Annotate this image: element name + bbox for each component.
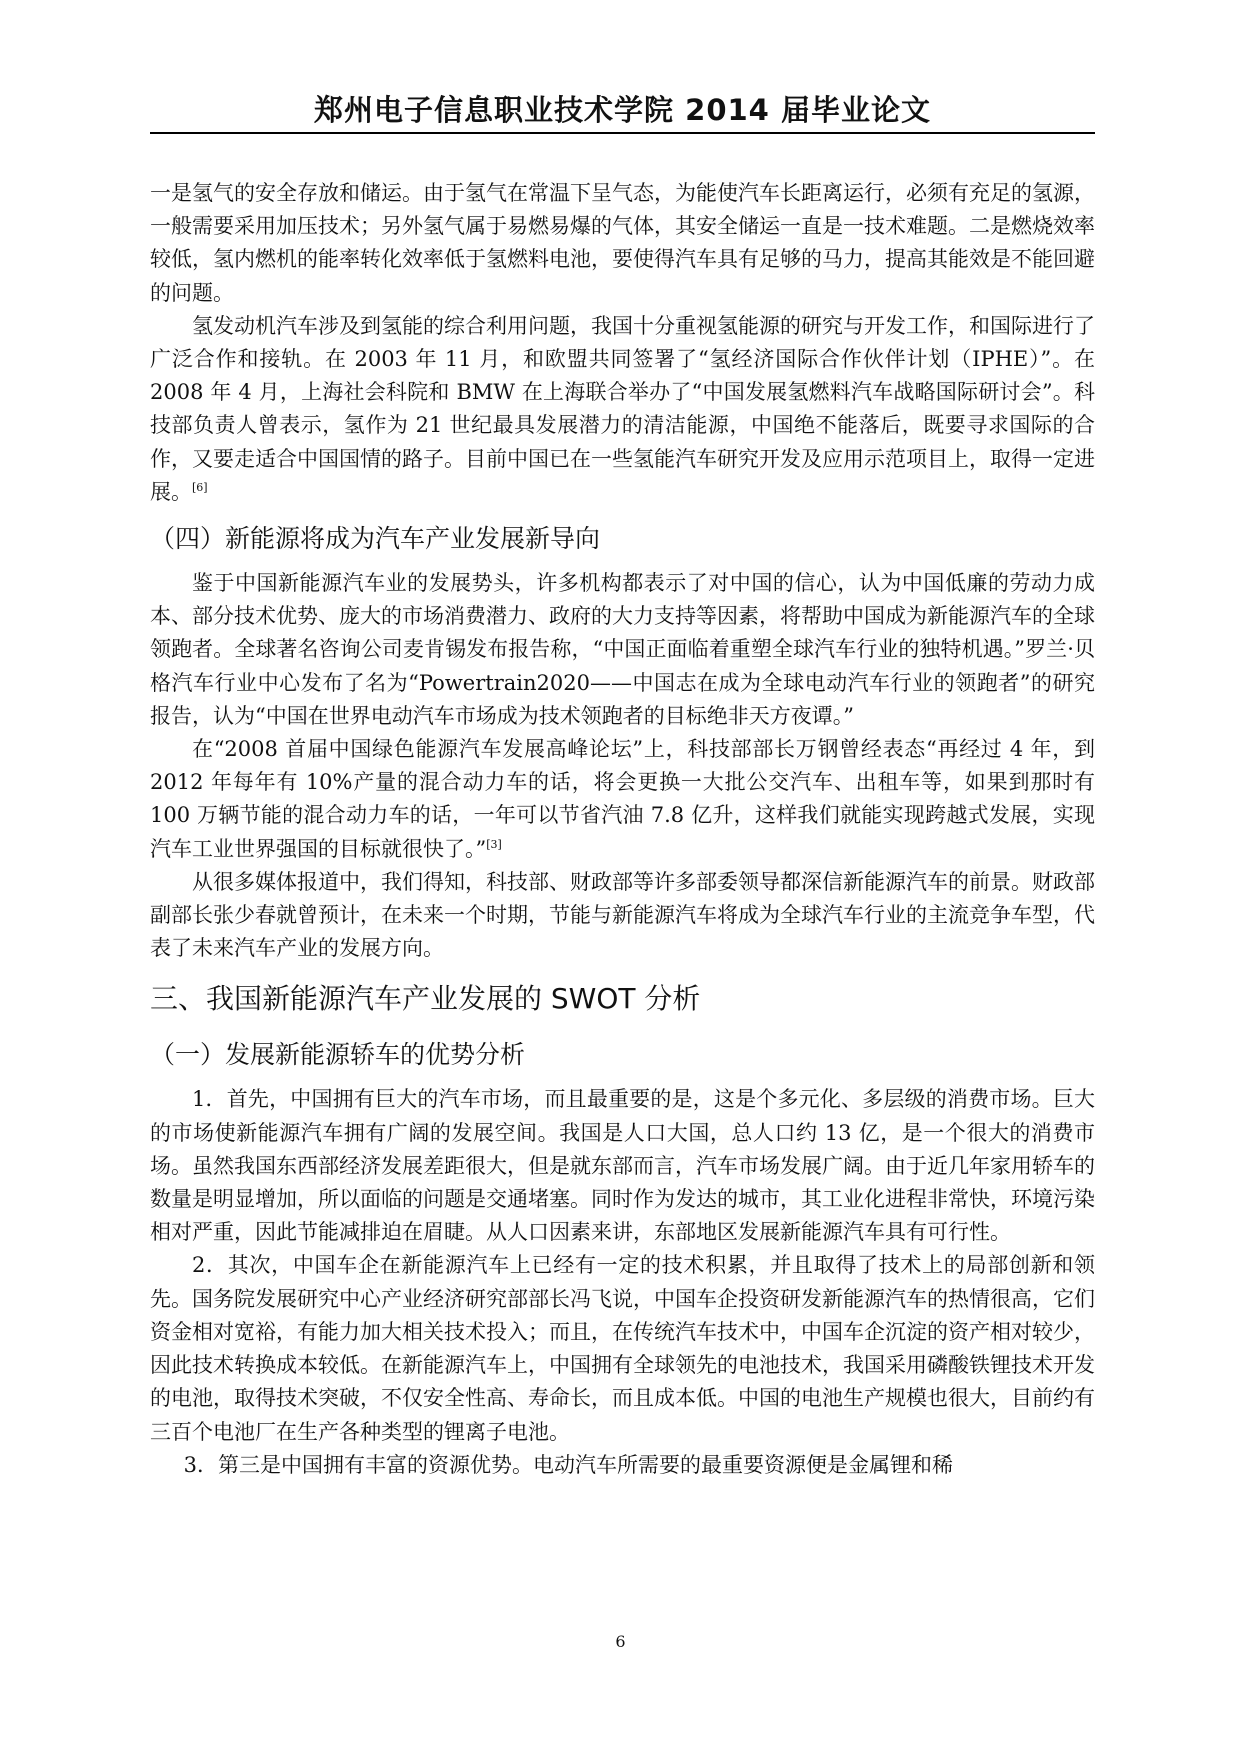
paragraph-text: 3．第三是中国拥有丰富的资源优势。电动汽车所需要的最重要资源便是金属锂和稀: [183, 1452, 953, 1477]
subsection-heading-1: （一）发展新能源轿车的优势分析: [150, 1040, 526, 1070]
page-number: 6: [615, 1632, 626, 1651]
section-heading-3: 三、我国新能源汽车产业发展的 SWOT 分析: [150, 982, 701, 1016]
paragraph-advantage-3: [150, 1449, 1095, 1482]
subsection-heading-4: （四）新能源将成为汽车产业发展新导向: [150, 524, 601, 554]
paragraph-text: 1．首先，中国拥有巨大的汽车市场，而且最重要的是，这是个多元化、多层级的消费市场。巨大的市场使新能源汽车拥有广阔的发展空间。我国是人口大国，总人口约 13 亿，是一个很大的消费市场。虽然我国东西部经济发展差距很大，但是就东部而言，汽车市场发展广阔。由于近几年家用轿车的数量是明显增加，所以面临的问题是交通堵塞。同时作为发达的城市，其工业化进程非常快，环境污染相对严重，因此节能减排迫在眉睫。从人口因素来讲，东部地区发展新能源汽车具有可行性。: [150, 1087, 1095, 1245]
citation: [6]: [192, 480, 208, 494]
header-rule: [150, 132, 1095, 134]
paragraph-text: 2．其次，中国车企在新能源汽车上已经有一定的技术积累，并且取得了技术上的局部创新和领先。国务院发展研究中心产业经济研究部部长冯飞说，中国车企投资研发新能源汽车的热情很高，它们资金相对宽裕，有能力加大相关技术投入；而且，在传统汽车技术中，中国车企沉淀的资产相对较少，因此技术转换成本较低。在新能源汽车上，中国拥有全球领先的电池技术，我国采用磷酸铁锂技术开发的电池，取得技术突破，不仅安全性高、寿命长，而且成本低。中国的电池生产规模也很大，目前约有三百个电池厂在生产各种类型的锂离子电池。: [150, 1253, 1095, 1444]
paragraph-text: 在“2008 首届中国绿色能源汽车发展高峰论坛”上，科技部部长万钢曾经表态“再经过 4 年，到 2012 年每年有 10%产量的混合动力车的话，将会更换一大批公交汽车、出租车等，如果到那时有 100 万辆节能的混合动力车的话，一年可以节省汽油 7.8 亿升，这样我们就能实现跨越式发展，实现汽车工业世界强国的目标就很快了。”: [150, 737, 1095, 861]
paragraph-advantage-1: [150, 1083, 1095, 1249]
paragraph-text: 一是氢气的安全存放和储运。由于氢气在常温下呈气态，为能使汽车长距离运行，必须有充足的氢源，一般需要采用加压技术；另外氢气属于易燃易爆的气体，其安全储运一直是一技术难题。二是燃烧效率较低，氢内燃机的能率转化效率低于氢燃料电池，要使得汽车具有足够的马力，提高其能效是不能回避的问题。: [150, 181, 1095, 305]
paragraph-text: 鉴于中国新能源汽车业的发展势头，许多机构都表示了对中国的信心，认为中国低廉的劳动力成本、部分技术优势、庞大的市场消费潜力、政府的大力支持等因素，将帮助中国成为新能源汽车的全球领跑者。全球著名咨询公司麦肯锡发布报告称，“中国正面临着重塑全球汽车行业的独特机遇。”罗兰·贝格汽车行业中心发布了名为“Powertrain2020——中国志在成为全球电动汽车行业的领跑者”的研究报告，认为“中国在世界电动汽车市场成为技术领跑者的目标绝非天方夜谭。”: [150, 571, 1095, 728]
paragraph-hydrogen-challenges: [150, 177, 1095, 310]
paragraph-advantage-2: [150, 1249, 1095, 1448]
paragraph-forum-quote: [150, 733, 1095, 866]
running-header: 郑州电子信息职业技术学院 2014 届毕业论文: [314, 93, 931, 127]
document-body: [150, 177, 1095, 1482]
citation: [3]: [486, 837, 502, 851]
paragraph-hydrogen-cooperation: [150, 310, 1095, 509]
paragraph-text: 从很多媒体报道中，我们得知，科技部、财政部等许多部委领导都深信新能源汽车的前景。财政部副部长张少春就曾预计，在未来一个时期，节能与新能源汽车将成为全球汽车行业的主流竞争车型，代表了未来汽车产业的发展方向。: [150, 869, 1095, 961]
paragraph-text: 氢发动机汽车涉及到氢能的综合利用问题，我国十分重视氢能源的研究与开发工作，和国际进行了广泛合作和接轨。在 2003 年 11 月，和欧盟共同签署了“氢经济国际合作伙伴计划（IPHE）”。在 2008 年 4 月，上海社会科院和 BMW 在上海联合举办了“中国发展氢燃料汽车战略国际研讨会”。科技部负责人曾表示，氢作为 21 世纪最具发展潜力的清洁能源，中国绝不能落后，既要寻求国际的合作，又要走适合中国国情的路子。目前中国已在一些氢能汽车研究开发及应用示范项目上，取得一定进展。: [150, 313, 1095, 504]
paragraph-market-confidence: [150, 567, 1095, 733]
paragraph-media-reports: [150, 866, 1095, 966]
